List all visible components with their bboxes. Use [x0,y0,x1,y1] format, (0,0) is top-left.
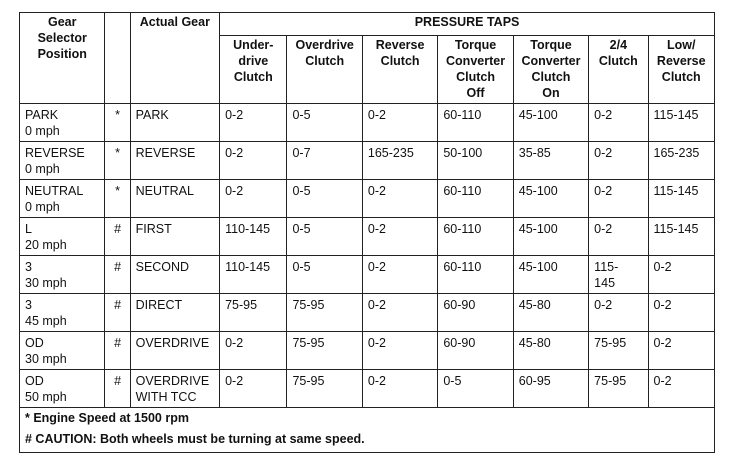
pressure-value-cell [220,104,287,142]
pressure-value-cell [362,332,437,370]
pressure-value-line: 75-95 [594,374,627,388]
pressure-value-line: 0-2 [367,222,386,236]
pressure-value-line: 115-145 [653,184,699,198]
actual-gear-line: SECOND [135,260,190,274]
pressure-value-cell [220,332,287,370]
pressure-value-cell [438,142,513,180]
pressure-value-cell [287,294,362,332]
pressure-value-cell [589,180,648,218]
pressure-value-line: 60-110 [443,260,482,274]
pressure-value-cell [362,294,437,332]
tap-column-header [220,36,287,104]
pressure-value-cell [220,142,287,180]
pressure-value-cell [220,180,287,218]
pressure-value-cell [287,332,362,370]
pressure-value-cell [513,332,588,370]
selector-position-cell [20,142,105,180]
footnote-mark-cell: # [105,218,130,256]
pressure-value-line: 75-95 [292,374,325,388]
pressure-value-line: 45-100 [518,108,558,122]
pressure-value-line: 0-2 [367,108,386,122]
caution-note: # CAUTION: Both wheels must be turning at same speed. [20,429,715,453]
pressure-value-line: 0-2 [594,108,613,122]
tap-column-header-line: Clutch [661,70,701,84]
selector-position-line: 3 [25,298,32,312]
pressure-value-cell [589,256,648,294]
pressure-value-cell [287,218,362,256]
actual-gear-line: OVERDRIVE [135,336,210,350]
pressure-value-cell [513,256,588,294]
tap-column-header-line: Clutch [531,70,571,84]
selector-position-line: 0 mph [25,162,60,176]
tap-column-header [648,36,715,104]
pressure-value-line: 110-145 [225,222,271,236]
tap-column-header-line: Converter [521,54,581,68]
tap-column-header-line: Converter [446,54,506,68]
pressure-value-line: 110-145 [225,260,271,274]
pressure-value-cell [648,142,715,180]
pressure-value-cell [513,180,588,218]
selector-position-line: L [25,222,32,236]
pressure-value-cell [513,142,588,180]
pressure-value-cell [513,218,588,256]
pressure-value-line: 45-100 [518,222,558,236]
gear-selector-header [20,13,105,104]
pressure-value-line: 0-2 [594,146,613,160]
tap-column-header-line: Torque [454,38,497,52]
tap-column-header [362,36,437,104]
pressure-value-line: 0-2 [367,260,386,274]
pressure-taps-header: PRESSURE TAPS [220,13,715,36]
actual-gear-cell [130,370,220,408]
table-row [20,180,715,218]
pressure-value-line: 0-2 [653,298,672,312]
table-row [20,218,715,256]
pressure-value-line: 0-2 [653,336,672,350]
pressure-value-cell [362,180,437,218]
actual-gear-cell [130,256,220,294]
pressure-value-line: 0-2 [594,298,613,312]
actual-gear-line: REVERSE [135,146,196,160]
selector-position-line: NEUTRAL [25,184,84,198]
actual-gear-cell [130,294,220,332]
pressure-value-line: 0-2 [225,146,244,160]
pressure-value-line: 0-2 [367,184,386,198]
pressure-value-cell [287,370,362,408]
table-row [20,294,715,332]
footnote-mark-cell: # [105,256,130,294]
pressure-value-line: 0-2 [367,298,386,312]
pressure-value-cell [220,256,287,294]
actual-gear-cell [130,104,220,142]
footnote-mark-cell: # [105,332,130,370]
pressure-value-line: 165-235 [367,146,414,160]
gear-selector-header-line: Gear [47,15,77,29]
pressure-value-cell [362,218,437,256]
tap-column-header-line: Under- [233,38,274,52]
pressure-value-line: 75-95 [292,336,325,350]
pressure-value-cell [287,256,362,294]
pressure-value-cell [438,332,513,370]
table-row [20,370,715,408]
selector-position-line: PARK [25,108,59,122]
selector-position-cell [20,370,105,408]
selector-position-line: REVERSE [25,146,85,160]
selector-position-line: 30 mph [25,352,67,366]
actual-gear-cell [130,180,220,218]
pressure-value-line: 75-95 [292,298,325,312]
pressure-value-line: 0-2 [594,222,613,236]
actual-gear-line: DIRECT [135,298,183,312]
selector-position-line: 20 mph [25,238,67,252]
pressure-value-line: 115-145 [653,108,699,122]
pressure-value-cell [220,218,287,256]
pressure-value-cell [287,180,362,218]
actual-gear-line: NEUTRAL [135,184,194,198]
table-row [20,104,715,142]
selector-position-cell [20,332,105,370]
pressure-value-line: 45-100 [518,260,558,274]
selector-position-line: 3 [25,260,32,274]
pressure-value-cell [220,294,287,332]
selector-position-line: 0 mph [25,200,60,214]
tap-column-header [438,36,513,104]
selector-position-cell [20,180,105,218]
actual-gear-line: FIRST [135,222,172,236]
pressure-value-line: 0-2 [594,184,613,198]
pressure-value-line: 45-100 [518,184,558,198]
pressure-value-line: 60-110 [443,108,482,122]
pressure-value-cell [589,294,648,332]
footnote-row [20,429,715,453]
selector-position-line: 45 mph [25,314,67,328]
pressure-value-line: 60-90 [443,298,476,312]
actual-gear-cell [130,218,220,256]
tap-column-header-line: Torque [530,38,572,52]
pressure-value-line: 75-95 [594,336,627,350]
footnote-mark-cell: * [105,104,130,142]
pressure-value-line: 115- [594,260,619,274]
tap-column-header-line: Reverse [656,54,706,68]
tap-column-header-line: 2/4 [609,38,628,52]
pressure-value-line: 35-85 [518,146,551,160]
footnote-row [20,408,715,430]
pressure-value-line: 0-5 [292,260,311,274]
footnote-mark-cell: * [105,180,130,218]
pressure-value-line: 60-110 [443,222,482,236]
pressure-value-cell [589,370,648,408]
actual-gear-line: OVERDRIVE [135,374,210,388]
footnote-mark-cell: # [105,294,130,332]
gear-selector-header-line: Selector [37,31,87,45]
pressure-value-line: 45-80 [518,336,551,350]
selector-position-cell [20,294,105,332]
pressure-value-cell [648,294,715,332]
pressure-value-cell [648,180,715,218]
selector-position-cell [20,104,105,142]
selector-position-line: OD [25,336,44,350]
pressure-value-cell [438,256,513,294]
pressure-value-cell [513,370,588,408]
pressure-value-line: 45-80 [518,298,551,312]
tap-column-header [287,36,362,104]
selector-position-line: OD [25,374,44,388]
tap-column-header-line: Low/ [667,38,696,52]
pressure-value-cell [438,294,513,332]
pressure-value-cell [438,370,513,408]
pressure-value-line: 0-5 [292,222,311,236]
pressure-value-line: 0-2 [225,374,244,388]
pressure-value-cell [287,104,362,142]
tap-column-header-line: Reverse [375,38,425,52]
selector-position-line: 30 mph [25,276,67,290]
table-row [20,142,715,180]
tap-column-header-line: On [542,86,560,100]
pressure-value-cell [589,104,648,142]
pressure-value-cell [589,142,648,180]
tap-column-header-line: drive [238,54,269,68]
pressure-value-cell [438,218,513,256]
pressure-value-line: 60-90 [443,336,476,350]
pressure-value-line: 0-5 [292,108,311,122]
pressure-value-line: 50-100 [443,146,483,160]
actual-gear-line: WITH TCC [135,390,197,404]
actual-gear-line: PARK [135,108,169,122]
pressure-value-line: 0-2 [225,336,244,350]
pressure-value-cell [287,142,362,180]
tap-column-header-line: Clutch [233,70,273,84]
tap-column-header-line: Clutch [598,54,638,68]
pressure-value-cell [648,104,715,142]
pressure-value-cell [362,104,437,142]
pressure-value-line: 0-5 [443,374,462,388]
actual-gear-header: Actual Gear [130,13,220,104]
pressure-value-line: 0-2 [367,374,386,388]
pressure-value-cell [648,256,715,294]
selector-position-cell [20,256,105,294]
pressure-value-cell [513,104,588,142]
pressure-value-cell [362,256,437,294]
footnote-mark-cell: # [105,370,130,408]
pressure-value-cell [589,332,648,370]
pressure-value-line: 60-95 [518,374,551,388]
selector-position-cell [20,218,105,256]
pressure-value-line: 0-2 [653,260,672,274]
tap-column-header-line: Off [466,86,485,100]
gear-selector-header-line: Position [37,47,87,61]
pressure-value-cell [220,370,287,408]
pressure-value-line: 165-235 [653,146,700,160]
tap-column-header-line: Overdrive [295,38,354,52]
pressure-value-cell [438,180,513,218]
tap-column-header-line: Clutch [305,54,345,68]
pressure-value-line: 0-2 [225,184,244,198]
tap-column-header-line: Clutch [456,70,495,84]
pressure-value-line: 75-95 [225,298,258,312]
footnote-mark-cell: * [105,142,130,180]
selector-position-line: 50 mph [25,390,67,404]
actual-gear-cell [130,332,220,370]
pressure-value-cell [589,218,648,256]
pressure-value-cell [648,332,715,370]
pressure-value-cell [648,370,715,408]
tap-column-header-line: Clutch [380,54,420,68]
pressure-value-line: 0-5 [292,184,311,198]
table-row [20,332,715,370]
actual-gear-cell [130,142,220,180]
pressure-value-line: 145 [594,276,616,290]
pressure-value-cell [362,142,437,180]
pressure-value-cell [438,104,513,142]
pressure-value-line: 115-145 [653,222,699,236]
mark-header [105,13,130,104]
pressure-value-cell [513,294,588,332]
pressure-value-cell [648,218,715,256]
pressure-value-line: 0-2 [653,374,672,388]
pressure-value-line: 0-7 [292,146,311,160]
tap-column-header [513,36,588,104]
pressure-value-line: 60-110 [443,184,482,198]
pressure-value-line: 0-2 [225,108,244,122]
pressure-taps-table [19,12,715,453]
pressure-value-cell [362,370,437,408]
pressure-value-line: 0-2 [367,336,386,350]
engine-speed-note: * Engine Speed at 1500 rpm [20,408,715,430]
table-row [20,256,715,294]
selector-position-line: 0 mph [25,124,60,138]
tap-column-header [589,36,648,104]
